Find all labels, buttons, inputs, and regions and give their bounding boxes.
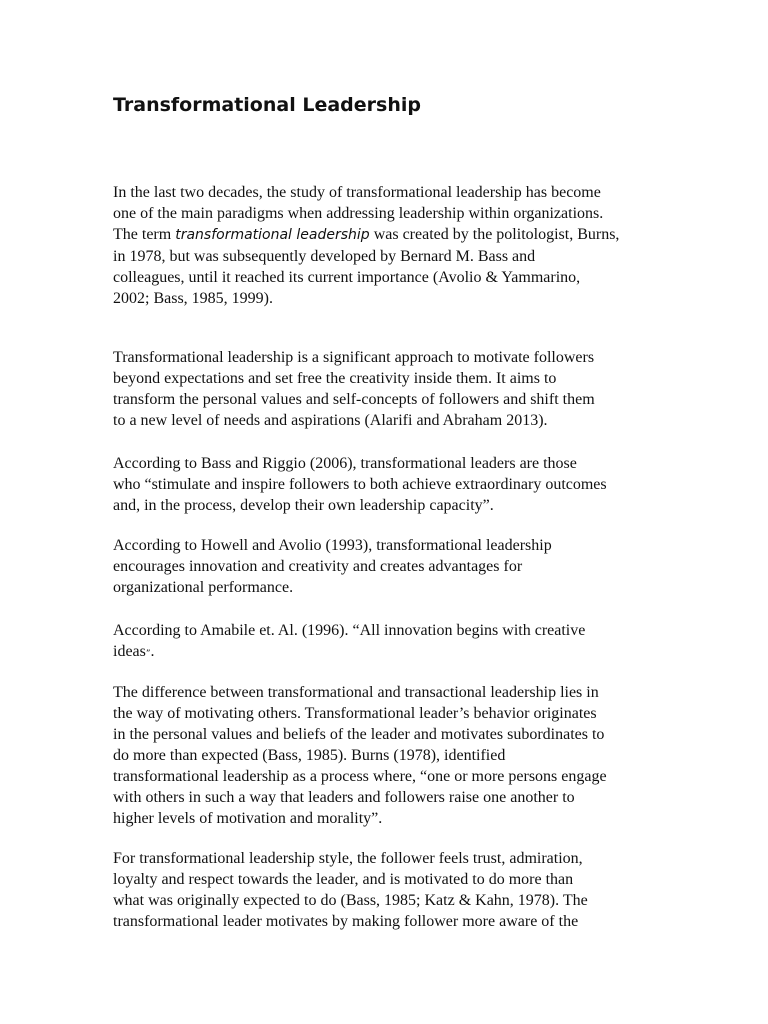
paragraph-line: transformational leadership as a process where, “one or more persons engage bbox=[113, 768, 607, 785]
paragraph-line: the way of motivating others. Transformational leader’s behavior originates bbox=[113, 705, 597, 722]
paragraph-line: transformational leader motivates by making follower more aware of the bbox=[113, 913, 579, 930]
paragraph-line: In the last two decades, the study of transformational leadership has become bbox=[113, 184, 601, 201]
paragraph-line-last bbox=[113, 641, 643, 665]
paragraph-line: in the personal values and beliefs of the leader and motivates subordinates to bbox=[113, 726, 605, 743]
paragraph-line: higher levels of motivation and morality”. bbox=[113, 810, 383, 827]
paragraph-line: in 1978, but was subsequently developed by Bernard M. Bass and bbox=[113, 248, 536, 265]
paragraph-line: The difference between transformational and transactional leadership lies in bbox=[113, 684, 599, 701]
paragraph-line: do more than expected (Bass, 1985). Burns (1978), identified bbox=[113, 747, 506, 764]
paragraph-line: loyalty and respect towards the leader, and is motivated to do more than bbox=[113, 871, 574, 888]
line-text: . bbox=[150, 643, 155, 660]
paragraph-line: who “stimulate and inspire followers to both achieve extraordinary outcomes bbox=[113, 476, 607, 493]
document-title: Transformational Leadership bbox=[113, 94, 421, 116]
paragraph-line: beyond expectations and set free the creativity inside them. It aims to bbox=[113, 370, 557, 387]
paragraph-line: 2002; Bass, 1985, 1999). bbox=[113, 290, 273, 307]
paragraph-line: For transformational leadership style, the follower feels trust, admiration, bbox=[113, 850, 583, 867]
paragraph-line: what was originally expected to do (Bass, 1985; Katz & Kahn, 1978). The bbox=[113, 892, 588, 909]
closing-quote: ” bbox=[145, 649, 151, 659]
paragraph-2 bbox=[113, 347, 643, 431]
line-text: The term bbox=[113, 226, 176, 243]
paragraph-line: encourages innovation and creativity and creates advantages for bbox=[113, 558, 523, 575]
paragraph-5 bbox=[113, 620, 643, 665]
paragraph-3 bbox=[113, 453, 643, 516]
paragraph-line: According to Bass and Riggio (2006), transformational leaders are those bbox=[113, 455, 577, 472]
paragraph-line: to a new level of needs and aspirations (Alarifi and Abraham 2013). bbox=[113, 412, 548, 429]
paragraph-line: According to Amabile et. Al. (1996). “All innovation begins with creative bbox=[113, 622, 586, 639]
paragraph-line: and, in the process, develop their own leadership capacity”. bbox=[113, 497, 494, 514]
line-text: was created by the politologist, Burns, bbox=[369, 226, 620, 243]
paragraph-line: According to Howell and Avolio (1993), transformational leadership bbox=[113, 537, 552, 554]
paragraph-line-with-term bbox=[113, 224, 643, 246]
paragraph-line: one of the main paradigms when addressing leadership within organizations. bbox=[113, 205, 604, 222]
italic-term: transformational leadership bbox=[175, 227, 370, 243]
paragraph-line: Transformational leadership is a significant approach to motivate followers bbox=[113, 349, 595, 366]
paragraph-line: organizational performance. bbox=[113, 579, 294, 596]
paragraph-line: colleagues, until it reached its current importance (Avolio & Yammarino, bbox=[113, 269, 581, 286]
paragraph-6 bbox=[113, 682, 643, 829]
paragraph-1 bbox=[113, 182, 643, 309]
paragraph-line: transform the personal values and self-concepts of followers and shift them bbox=[113, 391, 595, 408]
paragraph-line: with others in such a way that leaders and followers raise one another to bbox=[113, 789, 575, 806]
paragraph-7 bbox=[113, 848, 643, 932]
paragraph-4 bbox=[113, 535, 643, 598]
line-text: ideas bbox=[113, 643, 146, 660]
